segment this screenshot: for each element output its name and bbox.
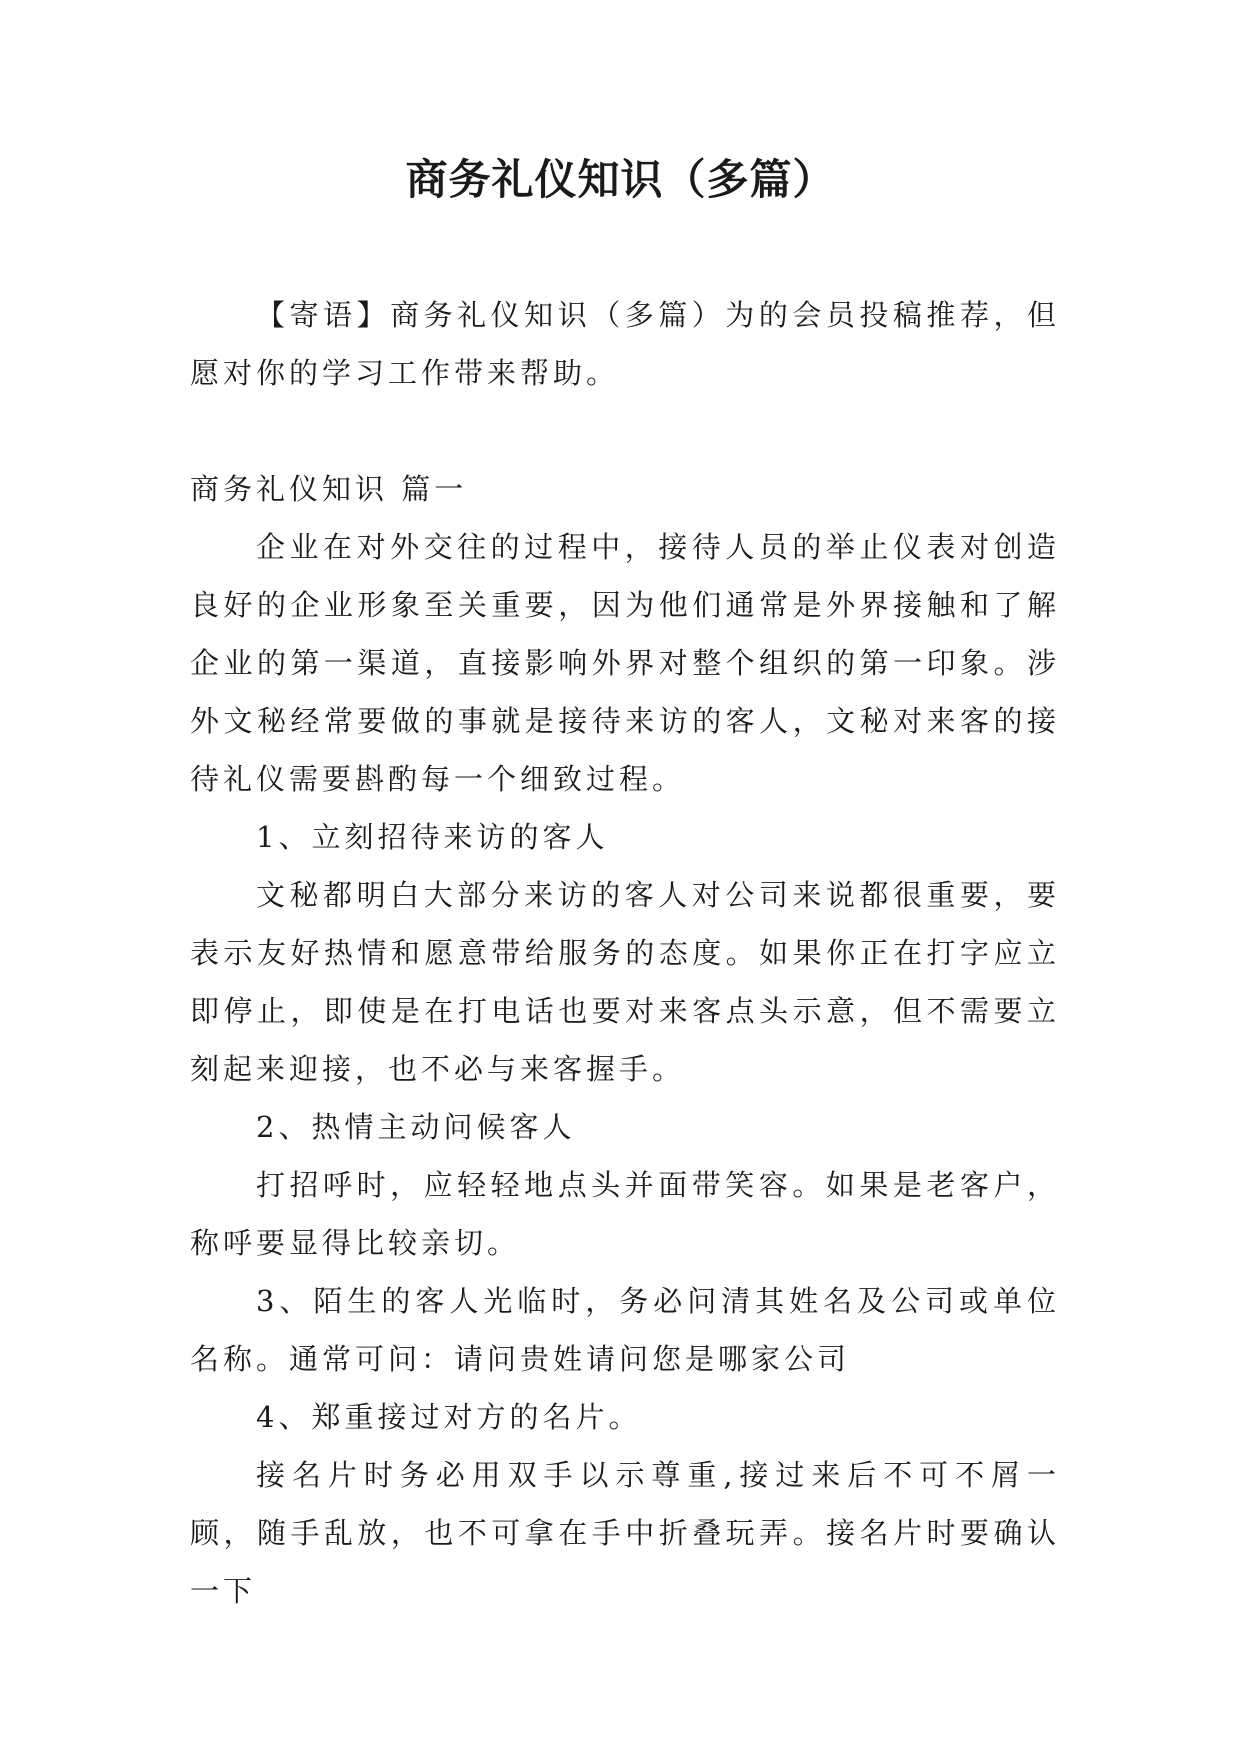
list-heading: 3、陌生的客人光临时，务必问清其姓名及公司或单位名称。通常可问：请问贵姓请问您是哪家公司 (190, 1284, 1060, 1376)
section-heading: 商务礼仪知识 篇一 (190, 472, 468, 506)
paragraph: 文秘都明白大部分来访的客人对公司来说都很重要，要表示友好热情和愿意带给服务的态度。如果你正在打字应立即停止，即使是在打电话也要对来客点头示意，但不需要立刻起来迎接，也不必与来客握手。 (190, 878, 1060, 1086)
paragraph: 接名片时务必用双手以示尊重,接过来后不可不屑一顾，随手乱放，也不可拿在手中折叠玩弄。接名片时要确认一下 (190, 1458, 1060, 1608)
paragraph: 打招呼时，应轻轻地点头并面带笑容。如果是老客户，称呼要显得比较亲切。 (190, 1168, 1060, 1260)
list-heading: 1、立刻招待来访的客人 (256, 820, 609, 854)
intro-paragraph: 【寄语】商务礼仪知识（多篇）为的会员投稿推荐，但愿对你的学习工作带来帮助。 (190, 298, 1060, 390)
document-title: 商务礼仪知识（多篇） (405, 155, 836, 204)
paragraph-gap (190, 402, 1060, 460)
document-body (190, 286, 1060, 1620)
paragraph: 企业在对外交往的过程中，接待人员的举止仪表对创造良好的企业形象至关重要，因为他们通常是外界接触和了解企业的第一渠道，直接影响外界对整个组织的第一印象。涉外文秘经常要做的事就是接待来访的客人，文秘对来客的接待礼仪需要斟酌每一个细致过程。 (190, 530, 1060, 796)
list-heading: 2、热情主动问候客人 (256, 1110, 576, 1144)
list-heading: 4、郑重接过对方的名片。 (256, 1400, 642, 1434)
